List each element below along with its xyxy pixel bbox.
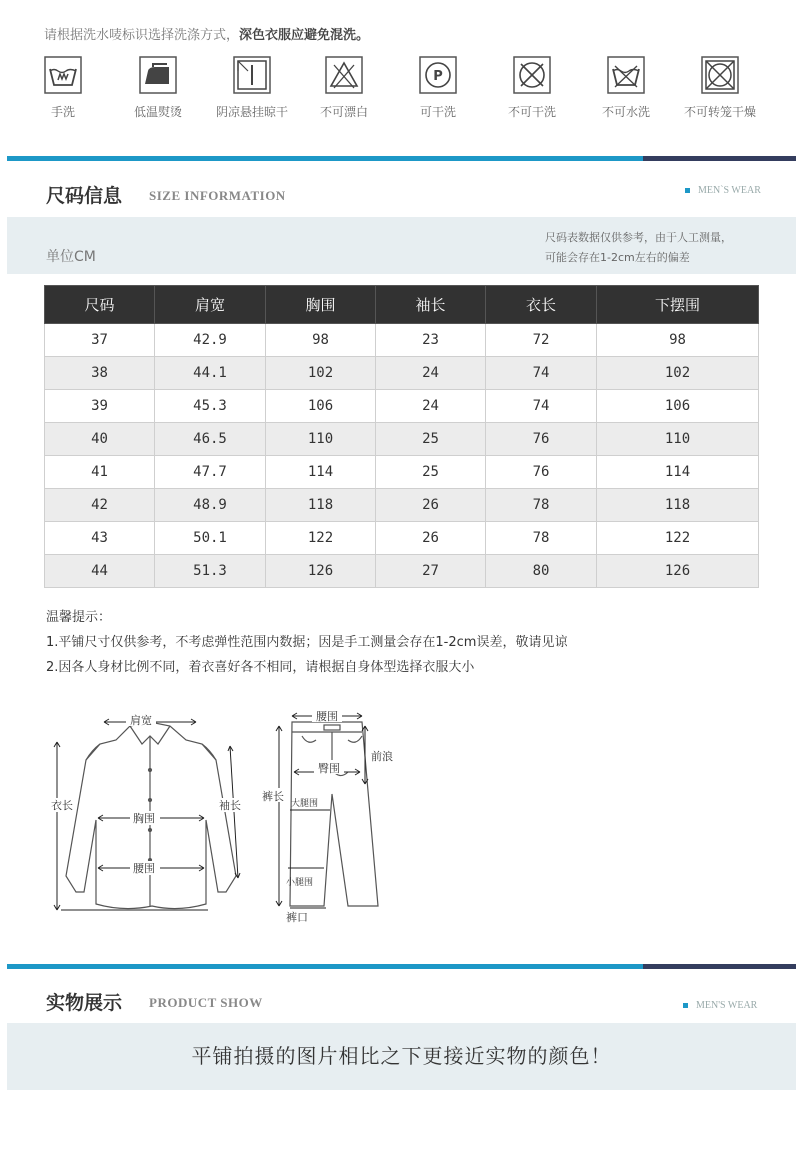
care-item-shade-hang-dry: 阴凉悬挂晾干 bbox=[204, 56, 300, 120]
tips-block bbox=[46, 605, 567, 680]
table-cell: 40 bbox=[45, 423, 155, 456]
table-cell: 74 bbox=[486, 390, 597, 423]
table-cell: 106 bbox=[597, 390, 759, 423]
shirt-label-shoulder: 肩宽 bbox=[130, 714, 152, 727]
col-header-chest: 胸围 bbox=[266, 286, 376, 324]
table-row bbox=[45, 357, 759, 390]
size-section-title: 尺码信息 bbox=[46, 185, 123, 207]
table-cell: 37 bbox=[45, 324, 155, 357]
table-cell: 25 bbox=[376, 456, 486, 489]
table-cell: 48.9 bbox=[155, 489, 266, 522]
table-cell: 24 bbox=[376, 357, 486, 390]
table-cell: 24 bbox=[376, 390, 486, 423]
table-cell: 122 bbox=[266, 522, 376, 555]
no-tumble-dry-icon bbox=[701, 56, 739, 94]
table-cell: 44.1 bbox=[155, 357, 266, 390]
table-row bbox=[45, 324, 759, 357]
mens-wear-tag-2: MEN'S WEAR bbox=[683, 1000, 757, 1011]
section-divider-blue-2 bbox=[7, 964, 643, 969]
section-divider-blue bbox=[7, 156, 643, 161]
table-cell: 51.3 bbox=[155, 555, 266, 588]
table-cell: 23 bbox=[376, 324, 486, 357]
shirt-label-sleeve: 袖长 bbox=[219, 799, 241, 812]
table-cell: 102 bbox=[266, 357, 376, 390]
table-cell: 114 bbox=[597, 456, 759, 489]
pants-label-front-rise: 前浪 bbox=[371, 750, 393, 763]
no-water-wash-icon bbox=[607, 56, 645, 94]
shirt-label-chest: 胸围 bbox=[133, 812, 155, 825]
pants-label-calf: 小腿围 bbox=[286, 878, 314, 888]
section-divider-navy-2 bbox=[643, 964, 796, 969]
col-header-sleeve: 袖长 bbox=[376, 286, 486, 324]
table-row bbox=[45, 555, 759, 588]
no-dry-clean-icon bbox=[513, 56, 551, 94]
table-row bbox=[45, 522, 759, 555]
table-cell: 122 bbox=[597, 522, 759, 555]
table-cell: 74 bbox=[486, 357, 597, 390]
table-cell: 106 bbox=[266, 390, 376, 423]
table-cell: 50.1 bbox=[155, 522, 266, 555]
care-intro: 请根据洗水唛标识选择洗涤方式，深色衣服应避免混洗。 bbox=[44, 28, 370, 43]
pants-label-waist: 腰围 bbox=[316, 710, 338, 723]
table-cell: 80 bbox=[486, 555, 597, 588]
care-item-hand-wash: 手洗 bbox=[15, 56, 111, 120]
care-item-no-water-wash: 不可水洗 bbox=[578, 56, 674, 120]
dry-clean-p-icon bbox=[419, 56, 457, 94]
table-cell: 126 bbox=[597, 555, 759, 588]
table-header-row bbox=[45, 286, 759, 324]
table-cell: 42.9 bbox=[155, 324, 266, 357]
table-cell: 26 bbox=[376, 522, 486, 555]
no-bleach-icon bbox=[325, 56, 363, 94]
size-table bbox=[44, 285, 759, 588]
mens-wear-tag: MEN`S WEAR bbox=[685, 185, 761, 196]
table-cell: 27 bbox=[376, 555, 486, 588]
table-cell: 47.7 bbox=[155, 456, 266, 489]
care-item-dry-clean: P 可干洗 bbox=[390, 56, 486, 120]
product-section-subtitle: PRODUCT SHOW bbox=[149, 995, 263, 1010]
table-cell: 118 bbox=[266, 489, 376, 522]
col-header-shoulder: 肩宽 bbox=[155, 286, 266, 324]
table-cell: 42 bbox=[45, 489, 155, 522]
section-divider-navy bbox=[643, 156, 796, 161]
care-item-low-temp-iron: 低温熨烫 bbox=[110, 56, 206, 120]
table-row bbox=[45, 390, 759, 423]
pants-label-length: 裤长 bbox=[262, 790, 284, 803]
table-cell: 39 bbox=[45, 390, 155, 423]
table-cell: 126 bbox=[266, 555, 376, 588]
col-header-hem: 下摆围 bbox=[597, 286, 759, 324]
product-section-title: 实物展示 bbox=[46, 992, 123, 1014]
table-cell: 76 bbox=[486, 423, 597, 456]
hand-wash-icon bbox=[44, 56, 82, 94]
shirt-label-length: 衣长 bbox=[51, 799, 73, 812]
col-header-size: 尺码 bbox=[45, 286, 155, 324]
pants-label-hem: 裤口 bbox=[286, 911, 308, 924]
table-cell: 44 bbox=[45, 555, 155, 588]
table-cell: 110 bbox=[266, 423, 376, 456]
table-cell: 38 bbox=[45, 357, 155, 390]
table-cell: 41 bbox=[45, 456, 155, 489]
table-cell: 114 bbox=[266, 456, 376, 489]
size-note: 尺码表数据仅供参考，由于人工测量， 可能会存在1-2cm左右的偏差 bbox=[545, 231, 732, 264]
pants-label-thigh: 大腿围 bbox=[291, 799, 319, 809]
tag-square-icon bbox=[685, 188, 690, 193]
tag-square-icon bbox=[683, 1003, 688, 1008]
col-header-length: 衣长 bbox=[486, 286, 597, 324]
shirt-label-waist: 腰围 bbox=[133, 862, 155, 875]
table-cell: 78 bbox=[486, 489, 597, 522]
table-cell: 26 bbox=[376, 489, 486, 522]
table-cell: 110 bbox=[597, 423, 759, 456]
svg-text:P: P bbox=[433, 69, 443, 84]
table-cell: 76 bbox=[486, 456, 597, 489]
table-row bbox=[45, 456, 759, 489]
size-section-subtitle: SIZE INFORMATION bbox=[149, 188, 286, 203]
unit-label: 单位CM bbox=[46, 249, 96, 265]
table-cell: 118 bbox=[597, 489, 759, 522]
shade-hang-dry-icon bbox=[233, 56, 271, 94]
tips-line-1: 1.平铺尺寸仅供参考，不考虑弹性范围内数据；因是手工测量会存在1-2cm误差，敬请见谅 bbox=[46, 635, 568, 650]
table-cell: 45.3 bbox=[155, 390, 266, 423]
product-banner-text: 平铺拍摄的图片相比之下更接近实物的颜色！ bbox=[191, 1044, 612, 1068]
table-cell: 102 bbox=[597, 357, 759, 390]
care-item-no-dry-clean: 不可干洗 bbox=[484, 56, 580, 120]
table-cell: 98 bbox=[597, 324, 759, 357]
table-cell: 46.5 bbox=[155, 423, 266, 456]
table-cell: 25 bbox=[376, 423, 486, 456]
table-row bbox=[45, 423, 759, 456]
table-cell: 43 bbox=[45, 522, 155, 555]
care-item-no-tumble-dry: 不可转笼干燥 bbox=[672, 56, 768, 120]
tips-heading: 温馨提示： bbox=[46, 610, 112, 625]
table-cell: 98 bbox=[266, 324, 376, 357]
measurement-diagram bbox=[40, 700, 410, 930]
table-cell: 72 bbox=[486, 324, 597, 357]
tips-line-2: 2.因各人身材比例不同，着衣喜好各不相同，请根据自身体型选择衣服大小 bbox=[46, 660, 475, 675]
table-row bbox=[45, 489, 759, 522]
pants-label-hip: 臀围 bbox=[318, 762, 340, 775]
table-cell: 78 bbox=[486, 522, 597, 555]
low-temp-iron-icon bbox=[139, 56, 177, 94]
care-item-no-bleach: 不可漂白 bbox=[296, 56, 392, 120]
